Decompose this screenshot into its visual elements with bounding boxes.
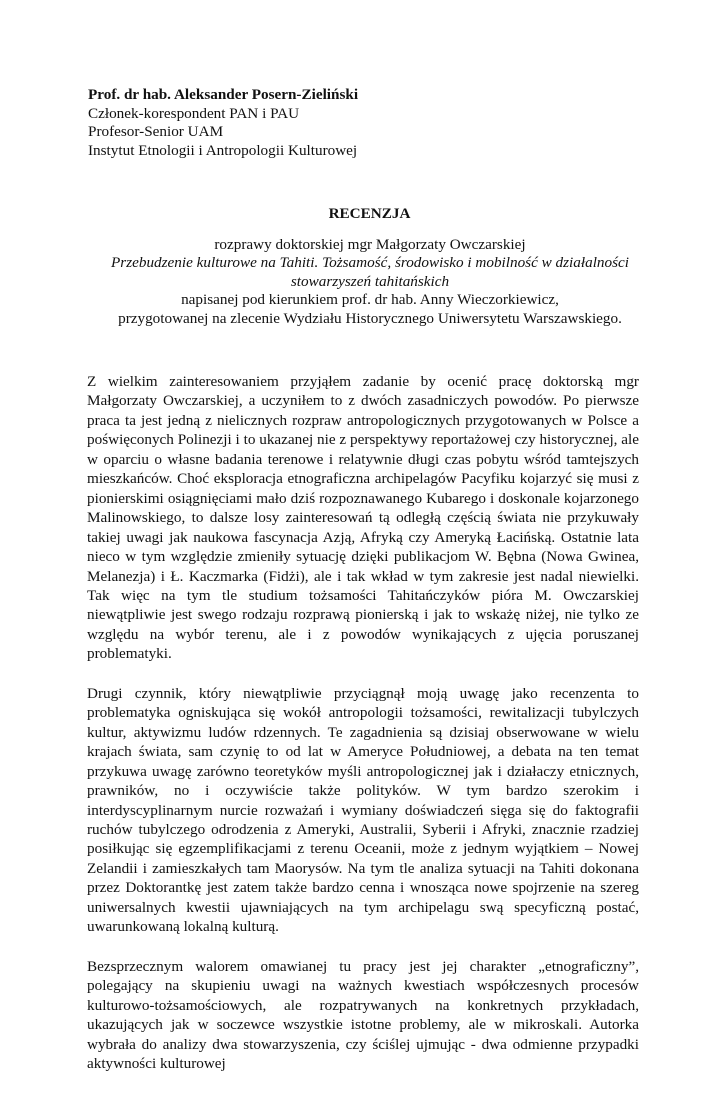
body-paragraph: Bezsprzecznym walorem omawianej tu pracy jest jej charakter „etnograficzny”, polegający na skupieniu uwagi na ważnych kwestiach współczesnych procesów kulturowo-tożsamościowych, ale rozpatrywanych na konkretnych przykładach, ukazujących jak w soczewce wszystkie istotne problemy, ale w mikroskali. Autorka wybrała do analizy dwa stowarzyszenia, czy ściślej ujmując - dwa odmienne przypadki aktywności kulturowej	[87, 957, 639, 1072]
thesis-title-line: stowarzyszeń tahitańskich	[290, 272, 450, 290]
body-paragraph: Z wielkim zainteresowaniem przyjąłem zadanie by ocenić pracę doktorską mgr Małgorzaty Owczarskiej, a uczyniłem to z dwóch zasadniczych powodów. Po pierwsze praca ta jest jedną z nielicznych rozpraw antropologicznych przygotowanych w Polsce a poświęconych Polinezji i to ukazanej nie z perspektywy reportażowej czy historycznej, ale w oparciu o własne badania terenowe i relatywnie długi czas pobytu wśród tamtejszych mieszkańców. Choć eksploracja etnograficzna archipelagów Pacyfiku kojarzyć się musi z pionierskimi osiągnięciami mało dziś rozpoznawanego Kubarego i doskonale kojarzonego Malinowskiego, to dalsze losy zainteresowań tą odległą częścią świata nie przykuwały takiej uwagi jak naukowa fascynacja Azją, Afryką czy Ameryką Łacińską. Ostatnie lata nieco w tym względzie zmieniły sytuację dzięki publikacjom W. Bębna (Nowa Gwinea, Melanezja) i Ł. Kaczmarka (Fidżi), ale i tak wkład w tym zakresie jest nadal niewielki. Tak więc na tym tle studium tożsamości Tahitańczyków pióra M. Owczarskiej niewątpliwie jest swego rodzaju rozprawą pionierską i jak to wskażę niżej, nie tylko ze względu na wybór terenu, ale i z powodów wynikających z ujęcia poruszanej problematyki.	[87, 373, 639, 663]
document-title: RECENZJA	[328, 205, 411, 222]
body-paragraph: Drugi czynnik, który niewątpliwie przyciągnął moją uwagę jako recenzenta to problematyka ogniskująca się wokół antropologii tożsamości, rewitalizacji tubylczych kultur, aktywizmu ludów rdzennych. Te zagadnienia są dzisiaj obserwowane w wielu krajach świata, sam czynię to od lat w Ameryce Południowej, a debata na ten temat przykuwa uwagę zarówno teoretyków myśli antropologicznej jak i działaczy etnicznych, prawników, no i oczywiście także polityków. W tym bardzo szerokim i interdyscyplinarnym nurcie rozważań i wymiany doświadczeń sięga się do faktografii ruchów tubylczego odrodzenia z Ameryki, Australii, Syberii i Afryki, znacznie rzadziej posiłkując się egzemplifikacjami z terenu Oceanii, może z jednym wyjątkiem – Nowej Zelandii i zamieszkałych tam Maorysów. Na tym tle analiza sytuacji na Tahiti dokonana przez Doktorantkę jest zatem także bardzo cenna i wnosząca nowe spojrzenie na szereg uniwersalnych kwestii ujawniających na tym archipelagu swą specyficzną postać, uwarunkowaną lokalną kulturą.	[87, 684, 639, 936]
author-title-line: Członek-korespondent PAN i PAU	[88, 104, 300, 122]
author-name: Prof. dr hab. Aleksander Posern-Zieliński	[88, 86, 359, 103]
review-body	[87, 372, 639, 1093]
thesis-title-line: Przebudzenie kulturowe na Tahiti. Tożsamość, środowisko i mobilność w działalności	[111, 254, 629, 272]
author-institute: Instytut Etnologii i Antropologii Kulturowej	[88, 141, 358, 159]
supervisor-line: napisanej pod kierunkiem prof. dr hab. Anny Wieczorkiewicz,	[181, 291, 559, 309]
review-subject	[60, 236, 680, 328]
author-block	[88, 86, 648, 160]
subject-line: rozprawy doktorskiej mgr Małgorzaty Owczarskiej	[214, 236, 526, 253]
author-title-line: Profesor-Senior UAM	[88, 123, 224, 141]
commission-line: przygotowanej na zlecenie Wydziału Historycznego Uniwersytetu Warszawskiego.	[118, 309, 622, 327]
